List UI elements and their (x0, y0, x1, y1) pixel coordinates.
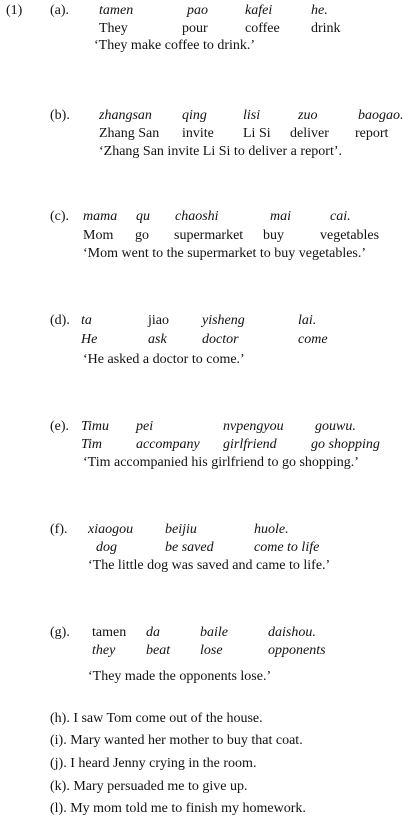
example-label-g: (g). (50, 625, 70, 640)
romanized-word: zhangsan (99, 108, 152, 123)
example-number: (1) (6, 3, 23, 18)
gloss-word: coffee (245, 21, 280, 36)
gloss-word: doctor (202, 332, 239, 347)
translation: ‘The little dog was saved and came to life.’ (88, 558, 331, 573)
romanized-word: zuo (298, 108, 318, 123)
example-label-c: (c). (50, 209, 70, 224)
romanized-word: ta (81, 313, 92, 328)
romanized-word: lisi (243, 108, 261, 123)
gloss-word: Tim (81, 437, 103, 452)
gloss-word: invite (182, 126, 214, 141)
romanized-word: yisheng (202, 313, 245, 328)
romanized-word: qing (182, 108, 207, 123)
example-label-e: (e). (50, 419, 70, 434)
romanized-word: jiao (148, 313, 169, 328)
gloss-word: go shopping (311, 437, 380, 452)
gloss-word: be saved (165, 540, 214, 555)
gloss-word: girlfriend (223, 437, 277, 452)
gloss-word: opponents (268, 643, 326, 658)
gloss-word: drink (311, 21, 341, 36)
gloss-word: Mom (83, 228, 114, 243)
romanized-word: tamen (99, 3, 134, 18)
romanized-word: he. (311, 3, 328, 18)
romanized-word: gouwu. (315, 419, 356, 434)
translation: ‘Zhang San invite Li Si to deliver a report’. (99, 144, 342, 159)
translation: ‘They make coffee to drink.’ (94, 38, 256, 53)
sentence-l: (l). My mom told me to finish my homework. (50, 801, 306, 816)
gloss-word: accompany (136, 437, 200, 452)
example-label-f: (f). (50, 522, 68, 537)
translation: ‘He asked a doctor to come.’ (83, 352, 245, 367)
romanized-word: mama (83, 209, 118, 224)
gloss-word: ask (148, 332, 167, 347)
translation: ‘Mom went to the supermarket to buy vegetables.’ (83, 246, 367, 261)
gloss-word: Zhang San (99, 126, 160, 141)
romanized-word: huole. (254, 522, 289, 537)
romanized-word: da (146, 625, 160, 640)
sentence-h: (h). I saw Tom come out of the house. (50, 711, 263, 726)
gloss-word: they (92, 643, 116, 658)
sentence-i: (i). Mary wanted her mother to buy that coat. (50, 733, 303, 748)
gloss-word: He (81, 332, 98, 347)
romanized-word: Timu (81, 419, 110, 434)
gloss-word: lose (200, 643, 223, 658)
romanized-word: tamen (92, 625, 127, 640)
gloss-word: They (99, 21, 128, 36)
romanized-word: kafei (245, 3, 273, 18)
gloss-word: go (135, 228, 149, 243)
romanized-word: daishou. (268, 625, 316, 640)
romanized-word: pao (187, 3, 208, 18)
translation: ‘They made the opponents lose.’ (88, 669, 272, 684)
gloss-word: buy (263, 228, 284, 243)
gloss-word: report (355, 126, 389, 141)
gloss-word: pour (182, 21, 208, 36)
romanized-word: qu (136, 209, 150, 224)
gloss-word: deliver (290, 126, 329, 141)
romanized-word: xiaogou (88, 522, 134, 537)
gloss-word: Li Si (243, 126, 271, 141)
example-label-b: (b). (50, 108, 70, 123)
sentence-j: (j). I heard Jenny crying in the room. (50, 756, 257, 771)
translation: ‘Tim accompanied his girlfriend to go shopping.’ (83, 455, 359, 470)
example-label-d: (d). (50, 313, 70, 328)
sentence-k: (k). Mary persuaded me to give up. (50, 779, 248, 794)
romanized-word: cai. (330, 209, 351, 224)
gloss-word: dog (96, 540, 117, 555)
romanized-word: lai. (298, 313, 317, 328)
gloss-word: come (298, 332, 328, 347)
romanized-word: beijiu (165, 522, 197, 537)
romanized-word: nvpengyou (223, 419, 284, 434)
gloss-word: supermarket (174, 228, 244, 243)
romanized-word: pei (136, 419, 154, 434)
gloss-word: beat (146, 643, 171, 658)
romanized-word: baogao. (358, 108, 404, 123)
gloss-word: vegetables (320, 228, 380, 243)
romanized-word: baile (200, 625, 228, 640)
romanized-word: chaoshi (175, 209, 219, 224)
romanized-word: mai (270, 209, 291, 224)
example-label-a: (a). (50, 3, 70, 18)
gloss-word: come to life (254, 540, 320, 555)
